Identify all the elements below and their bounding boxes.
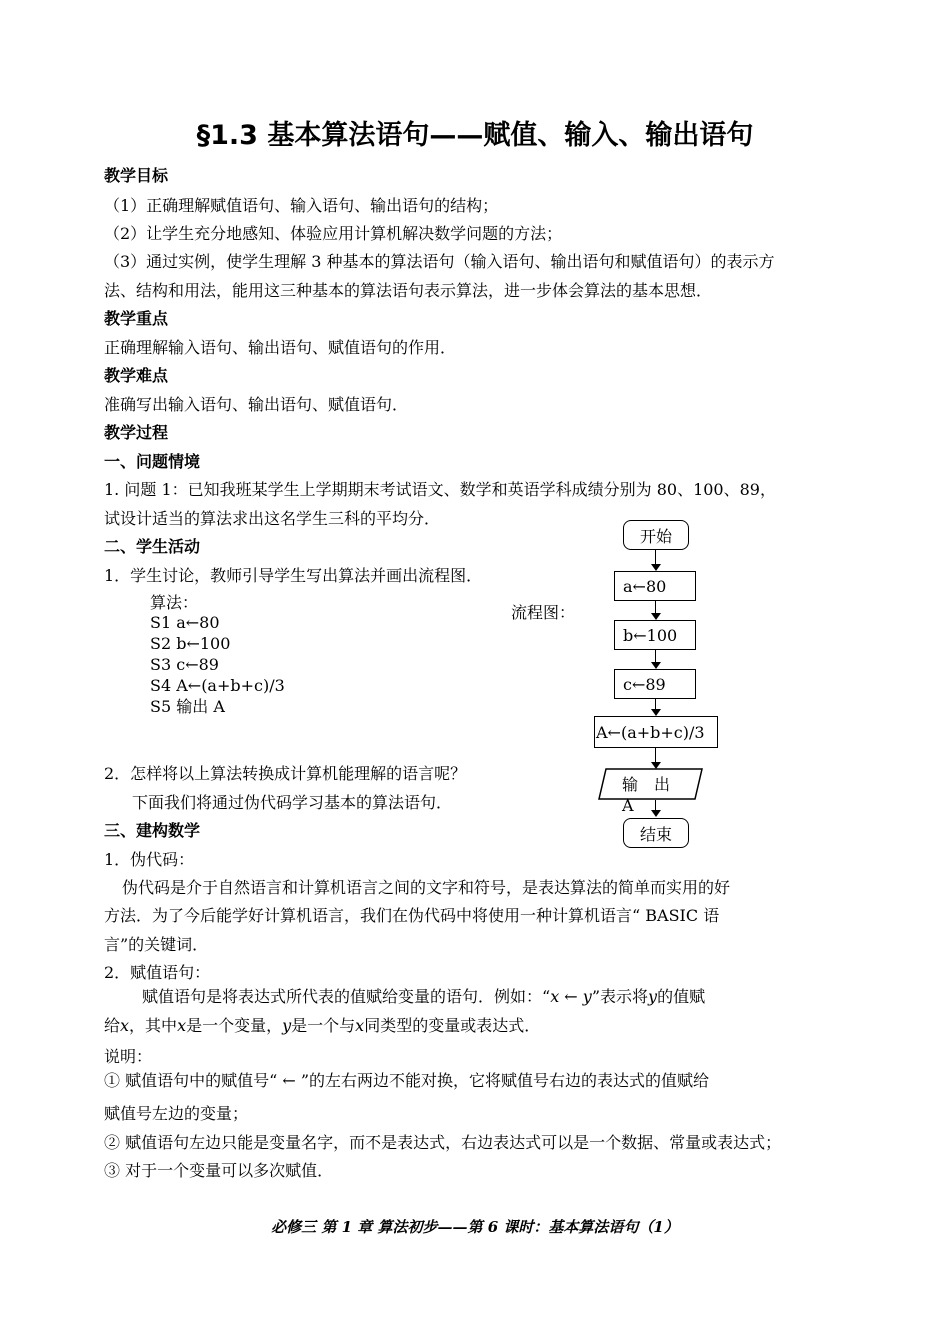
note-2: ② 赋值语句左边只能是变量名字，而不是表达式，右边表达式可以是一个数据、常量或表达式； <box>104 1133 782 1152</box>
process-heading: 教学过程 <box>104 423 169 442</box>
page-title: §1.3 基本算法语句——赋值、输入、输出语句 <box>196 120 754 151</box>
goal-2: （2）让学生充分地感知、体验应用计算机解决数学问题的方法； <box>104 224 563 243</box>
algorithm-step: S5 输出 A <box>150 697 225 716</box>
note-1a: ① 赋值语句中的赋值号“ ← ”的左右两边不能对换，它将赋值号右边的表达式的值赋给 <box>104 1071 710 1090</box>
variable-x: x <box>355 1016 365 1035</box>
flow-arrowhead <box>651 709 661 716</box>
assign-text: 的值赋 <box>657 987 706 1006</box>
assign-text: ，其中 <box>129 1016 178 1035</box>
flowchart-end: 结束 <box>623 818 689 848</box>
goals-heading: 教学目标 <box>104 166 169 185</box>
assign-heading: 2．赋值语句： <box>104 963 211 982</box>
flowchart-start: 开始 <box>623 520 689 550</box>
flowchart-step: c←89 <box>614 669 696 699</box>
variable-y: y <box>648 987 658 1006</box>
key-heading: 教学重点 <box>104 309 169 328</box>
algorithm-label: 算法： <box>150 593 199 612</box>
part1-text-b: 试设计适当的算法求出这名学生三科的平均分． <box>104 509 441 528</box>
part3-heading: 三、建构数学 <box>104 821 201 840</box>
flow-arrowhead <box>651 662 661 669</box>
part2-heading: 二、学生活动 <box>104 537 201 556</box>
algorithm-step: S4 A←(a+b+c)/3 <box>150 676 285 695</box>
pseudo-heading: 1．伪代码： <box>104 850 195 869</box>
flowchart-step: a←80 <box>614 571 696 601</box>
part1-heading: 一、问题情境 <box>104 452 201 471</box>
flow-arrow <box>655 800 656 810</box>
note-1b: 赋值号左边的变量； <box>104 1104 249 1123</box>
pseudo-text-c: 言”的关键词． <box>104 935 209 954</box>
goal-3a: （3）通过实例，使学生理解 3 种基本的算法语句（输入语句、输出语句和赋值语句）的表示方 <box>104 252 775 271</box>
flow-arrowhead <box>651 564 661 571</box>
page-footer: 必修三 第 1 章 算法初步——第 6 课时：基本算法语句（1） <box>271 1218 679 1236</box>
goal-1: （1）正确理解赋值语句、输入语句、输出语句的结构； <box>104 196 499 215</box>
variable-x: x <box>177 1016 187 1035</box>
variable-y: y <box>282 1016 292 1035</box>
part2-text-3: 下面我们将通过伪代码学习基本的算法语句． <box>132 793 453 812</box>
flow-arrow <box>655 601 656 613</box>
part1-text-a: 1. 问题 1：已知我班某学生上学期期末考试语文、数学和英语学科成绩分别为 80、100、89， <box>104 480 776 499</box>
assign-paragraph-line2 <box>104 1016 540 1036</box>
assign-text: 赋值语句是将表达式所代表的值赋给变量的语句．例如：“ <box>142 987 551 1006</box>
assign-text: 给 <box>104 1016 121 1035</box>
part2-text-2: 2．怎样将以上算法转换成计算机能理解的语言呢？ <box>104 764 467 783</box>
algorithm-step: S2 b←100 <box>150 634 231 653</box>
pseudo-text-a: 伪代码是介于自然语言和计算机语言之间的文字和符号，是表达算法的简单而实用的好 <box>122 878 731 897</box>
flowchart-label: 流程图： <box>511 603 576 622</box>
flow-arrowhead <box>651 613 661 620</box>
flowchart-step: A←(a+b+c)/3 <box>594 716 718 748</box>
flow-arrow <box>655 650 656 662</box>
assign-text: 是一个与 <box>291 1016 356 1035</box>
assign-text: 是一个变量， <box>186 1016 283 1035</box>
flow-arrow <box>655 550 656 564</box>
key-text: 正确理解输入语句、输出语句、赋值语句的作用． <box>104 338 457 357</box>
flow-arrow <box>655 748 656 762</box>
assign-paragraph-line1 <box>142 987 705 1007</box>
flowchart-output-var: A <box>622 796 634 815</box>
assign-text: 同类型的变量或表达式． <box>364 1016 541 1035</box>
flow-arrow <box>655 699 656 709</box>
difficult-text: 准确写出输入语句、输出语句、赋值语句． <box>104 395 409 414</box>
note-heading: 说明： <box>104 1047 153 1066</box>
note-3: ③ 对于一个变量可以多次赋值． <box>104 1161 334 1180</box>
part2-text-1: 1．学生讨论，教师引导学生写出算法并画出流程图． <box>104 566 483 585</box>
algorithm-step: S3 c←89 <box>150 655 219 674</box>
difficult-heading: 教学难点 <box>104 366 169 385</box>
pseudo-text-b: 方法．为了今后能学好计算机语言，我们在伪代码中将使用一种计算机语言“ BASIC 语 <box>104 906 720 925</box>
goal-3b: 法、结构和用法，能用这三种基本的算法语句表示算法，进一步体会算法的基本思想． <box>104 281 713 300</box>
variable-x: x <box>120 1016 130 1035</box>
flow-arrowhead <box>651 810 661 817</box>
flowchart-output: 输 出 <box>622 775 671 794</box>
assign-text: ”表示将 <box>591 987 649 1006</box>
assign-expression: x ← y <box>550 987 592 1006</box>
flowchart-step: b←100 <box>614 620 696 650</box>
algorithm-step: S1 a←80 <box>150 613 220 632</box>
